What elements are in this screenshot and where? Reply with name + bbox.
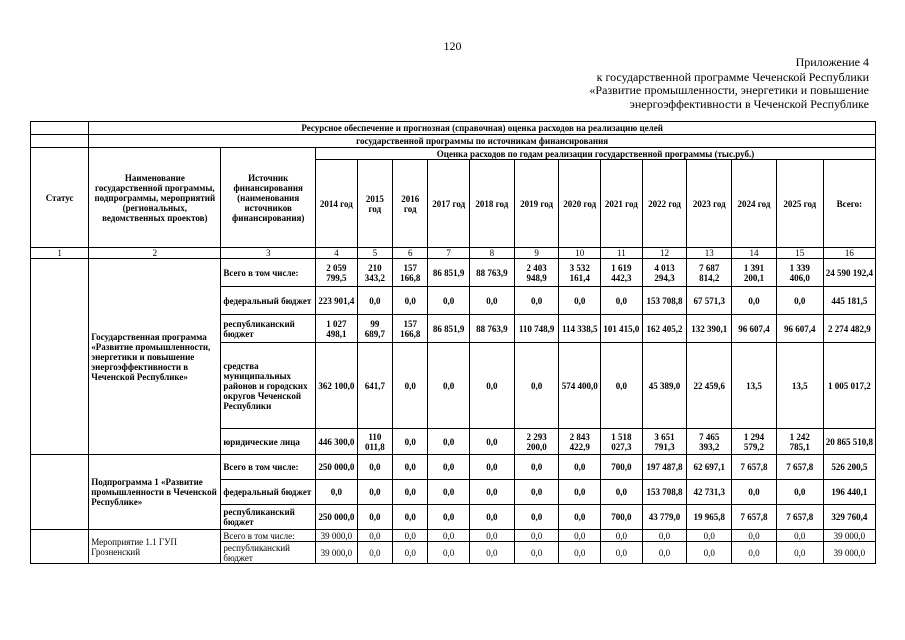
appendix-line-1: к государственной программе Чеченской Республики (596, 69, 869, 84)
amount-cell: 86 851,9 (428, 259, 470, 287)
column-number: 9 (514, 248, 559, 259)
amount-cell: 445 181,5 (823, 287, 875, 315)
amount-cell: 329 760,4 (823, 505, 875, 530)
program-name: Мероприятие 1.1 ГУП Грозненский (89, 530, 221, 564)
amount-cell: 0,0 (393, 429, 428, 455)
amount-cell: 0,0 (469, 287, 514, 315)
amount-cell: 0,0 (469, 542, 514, 564)
amount-cell: 0,0 (428, 505, 470, 530)
amount-cell: 700,0 (601, 505, 643, 530)
amount-cell: 0,0 (514, 287, 559, 315)
amount-cell: 101 415,0 (601, 315, 643, 343)
column-number: 10 (559, 248, 601, 259)
column-number: 12 (642, 248, 687, 259)
amount-cell: 2 843 422,9 (559, 429, 601, 455)
amount-cell: 67 571,3 (687, 287, 732, 315)
amount-cell: 45 389,0 (642, 343, 687, 429)
amount-cell: 0,0 (559, 287, 601, 315)
funding-source: республиканский бюджет (221, 542, 316, 564)
header-year: 2018 год (469, 160, 514, 248)
amount-cell: 157 166,8 (393, 259, 428, 287)
amount-cell: 42 731,3 (687, 480, 732, 505)
header-year: 2019 год (514, 160, 559, 248)
amount-cell: 3 651 791,3 (642, 429, 687, 455)
amount-cell: 0,0 (393, 530, 428, 542)
amount-cell: 110 748,9 (514, 315, 559, 343)
amount-cell: 0,0 (357, 455, 392, 480)
amount-cell: 7 657,8 (776, 505, 823, 530)
column-number: 16 (823, 248, 875, 259)
amount-cell: 7 657,8 (732, 455, 777, 480)
caption-spacer (31, 122, 89, 135)
page-number: 120 (443, 39, 462, 53)
amount-cell: 86 851,9 (428, 315, 470, 343)
amount-cell: 250 000,0 (316, 505, 358, 530)
column-number: 13 (687, 248, 732, 259)
column-number: 14 (732, 248, 777, 259)
amount-cell: 0,0 (428, 480, 470, 505)
amount-cell: 0,0 (428, 343, 470, 429)
amount-cell: 39 000,0 (316, 530, 358, 542)
amount-cell: 4 013 294,3 (642, 259, 687, 287)
amount-cell: 1 518 027,3 (601, 429, 643, 455)
amount-cell: 0,0 (601, 287, 643, 315)
amount-cell: 22 459,6 (687, 343, 732, 429)
amount-cell: 1 294 579,2 (732, 429, 777, 455)
amount-cell: 0,0 (514, 480, 559, 505)
amount-cell: 0,0 (642, 542, 687, 564)
column-number: 5 (357, 248, 392, 259)
amount-cell: 110 011,8 (357, 429, 392, 455)
header-year: 2023 год (687, 160, 732, 248)
amount-cell: 153 708,8 (642, 480, 687, 505)
amount-cell: 0,0 (732, 530, 777, 542)
amount-cell: 0,0 (393, 505, 428, 530)
amount-cell: 2 403 948,9 (514, 259, 559, 287)
amount-cell: 88 763,9 (469, 315, 514, 343)
amount-cell: 13,5 (732, 343, 777, 429)
amount-cell: 0,0 (469, 343, 514, 429)
column-number: 2 (89, 248, 221, 259)
funding-source: федеральный бюджет (221, 287, 316, 315)
amount-cell: 2 293 200,0 (514, 429, 559, 455)
amount-cell: 88 763,9 (469, 259, 514, 287)
header-estimate: Оценка расходов по годам реализации государственной программы (тыс.руб.) (316, 148, 876, 160)
funding-source: Всего в том числе: (221, 455, 316, 480)
header-year: 2017 год (428, 160, 470, 248)
amount-cell: 2 274 482,9 (823, 315, 875, 343)
amount-cell: 1 027 498,1 (316, 315, 358, 343)
appendix-header (589, 56, 869, 111)
amount-cell: 223 901,4 (316, 287, 358, 315)
amount-cell: 2 059 799,5 (316, 259, 358, 287)
amount-cell: 0,0 (776, 542, 823, 564)
table-row (31, 259, 876, 287)
header-source: Источник финансирования (наименования источников финансирования) (221, 148, 316, 248)
amount-cell: 0,0 (732, 287, 777, 315)
amount-cell: 0,0 (393, 287, 428, 315)
amount-cell: 0,0 (732, 480, 777, 505)
amount-cell: 0,0 (559, 530, 601, 542)
appendix-title: Приложение 4 (795, 55, 869, 69)
funding-source: федеральный бюджет (221, 480, 316, 505)
amount-cell: 153 708,8 (642, 287, 687, 315)
amount-cell: 7 657,8 (776, 455, 823, 480)
header-year: 2015 год (357, 160, 392, 248)
amount-cell: 39 000,0 (316, 542, 358, 564)
amount-cell: 641,7 (357, 343, 392, 429)
amount-cell: 0,0 (559, 455, 601, 480)
amount-cell: 62 697,1 (687, 455, 732, 480)
funding-source: Всего в том числе: (221, 259, 316, 287)
amount-cell: 20 865 510,8 (823, 429, 875, 455)
amount-cell: 0,0 (776, 287, 823, 315)
amount-cell: 96 607,4 (776, 315, 823, 343)
amount-cell: 0,0 (514, 343, 559, 429)
caption-spacer (31, 135, 89, 148)
amount-cell: 99 689,7 (357, 315, 392, 343)
amount-cell: 132 390,1 (687, 315, 732, 343)
amount-cell: 197 487,8 (642, 455, 687, 480)
table-row (31, 530, 876, 542)
amount-cell: 0,0 (601, 343, 643, 429)
amount-cell: 0,0 (357, 505, 392, 530)
amount-cell: 3 532 161,4 (559, 259, 601, 287)
amount-cell: 39 000,0 (823, 530, 875, 542)
amount-cell: 13,5 (776, 343, 823, 429)
header-name: Наименование государственной программы, подпрограммы, мероприятий (региональных, ведомственных проектов) (89, 148, 221, 248)
column-number: 3 (221, 248, 316, 259)
funding-source: юридические лица (221, 429, 316, 455)
header-year: 2014 год (316, 160, 358, 248)
amount-cell: 0,0 (469, 505, 514, 530)
amount-cell: 0,0 (428, 287, 470, 315)
amount-cell: 0,0 (357, 287, 392, 315)
status-cell (31, 259, 89, 455)
column-number: 1 (31, 248, 89, 259)
funding-source: средства муниципальных районов и городских округов Чеченской Республики (221, 343, 316, 429)
table-caption-2: государственной программы по источникам финансирования (89, 135, 876, 148)
table-caption-1: Ресурсное обеспечение и прогнозная (справочная) оценка расходов на реализацию целей (89, 122, 876, 135)
amount-cell: 526 200,5 (823, 455, 875, 480)
appendix-line-2: «Развитие промышленности, энергетики и повышение (589, 83, 869, 97)
header-year: 2022 год (642, 160, 687, 248)
amount-cell: 0,0 (428, 429, 470, 455)
amount-cell: 43 779,0 (642, 505, 687, 530)
amount-cell: 362 100,0 (316, 343, 358, 429)
funding-source: республиканский бюджет (221, 315, 316, 343)
amount-cell: 157 166,8 (393, 315, 428, 343)
amount-cell: 0,0 (469, 530, 514, 542)
amount-cell: 0,0 (357, 480, 392, 505)
header-year: 2020 год (559, 160, 601, 248)
funding-source: республиканский бюджет (221, 505, 316, 530)
amount-cell: 96 607,4 (732, 315, 777, 343)
amount-cell: 162 405,2 (642, 315, 687, 343)
amount-cell: 7 687 814,2 (687, 259, 732, 287)
amount-cell: 19 965,8 (687, 505, 732, 530)
amount-cell: 0,0 (514, 455, 559, 480)
amount-cell: 0,0 (559, 480, 601, 505)
column-number: 8 (469, 248, 514, 259)
header-year: 2025 год (776, 160, 823, 248)
amount-cell: 0,0 (514, 505, 559, 530)
amount-cell: 0,0 (601, 480, 643, 505)
amount-cell: 574 400,0 (559, 343, 601, 429)
program-name: Подпрограмма 1 «Развитие промышленности в Чеченской Республике» (89, 455, 221, 530)
amount-cell: 1 339 406,0 (776, 259, 823, 287)
amount-cell: 24 590 192,4 (823, 259, 875, 287)
amount-cell: 0,0 (469, 455, 514, 480)
amount-cell: 0,0 (393, 480, 428, 505)
amount-cell: 0,0 (514, 542, 559, 564)
header-year: 2021 год (601, 160, 643, 248)
amount-cell: 0,0 (514, 530, 559, 542)
column-number: 4 (316, 248, 358, 259)
funding-source: Всего в том числе: (221, 530, 316, 542)
amount-cell: 0,0 (428, 530, 470, 542)
column-number: 11 (601, 248, 643, 259)
column-number: 15 (776, 248, 823, 259)
status-cell (31, 530, 89, 564)
amount-cell: 1 391 200,1 (732, 259, 777, 287)
column-number: 7 (428, 248, 470, 259)
table-row (31, 455, 876, 480)
amount-cell: 39 000,0 (823, 542, 875, 564)
amount-cell: 0,0 (393, 542, 428, 564)
amount-cell: 0,0 (428, 542, 470, 564)
amount-cell: 0,0 (393, 343, 428, 429)
amount-cell: 1 619 442,3 (601, 259, 643, 287)
amount-cell: 1 242 785,1 (776, 429, 823, 455)
header-year: Всего: (823, 160, 875, 248)
program-name: Государственная программа «Развитие промышленности, энергетики и повышение энергоэффективности в Чеченской Республике» (89, 259, 221, 455)
amount-cell: 210 343,2 (357, 259, 392, 287)
amount-cell: 0,0 (393, 455, 428, 480)
header-year: 2024 год (732, 160, 777, 248)
amount-cell: 7 465 393,2 (687, 429, 732, 455)
appendix-line-3: энергоэффективности в Чеченской Республике (629, 96, 869, 111)
header-status: Статус (31, 148, 89, 248)
amount-cell: 0,0 (687, 530, 732, 542)
status-cell (31, 455, 89, 530)
amount-cell: 700,0 (601, 455, 643, 480)
resource-table (30, 121, 876, 564)
amount-cell: 0,0 (601, 530, 643, 542)
amount-cell: 446 300,0 (316, 429, 358, 455)
amount-cell: 0,0 (316, 480, 358, 505)
amount-cell: 0,0 (559, 505, 601, 530)
amount-cell: 7 657,8 (732, 505, 777, 530)
amount-cell: 0,0 (469, 429, 514, 455)
amount-cell: 1 005 017,2 (823, 343, 875, 429)
amount-cell: 250 000,0 (316, 455, 358, 480)
amount-cell: 196 440,1 (823, 480, 875, 505)
amount-cell: 0,0 (642, 530, 687, 542)
amount-cell: 0,0 (357, 530, 392, 542)
amount-cell: 0,0 (776, 480, 823, 505)
amount-cell: 0,0 (776, 530, 823, 542)
amount-cell: 0,0 (357, 542, 392, 564)
amount-cell: 0,0 (559, 542, 601, 564)
amount-cell: 0,0 (469, 480, 514, 505)
amount-cell: 0,0 (601, 542, 643, 564)
header-year: 2016 год (393, 160, 428, 248)
column-number: 6 (393, 248, 428, 259)
amount-cell: 0,0 (732, 542, 777, 564)
amount-cell: 0,0 (687, 542, 732, 564)
amount-cell: 114 338,5 (559, 315, 601, 343)
amount-cell: 0,0 (428, 455, 470, 480)
